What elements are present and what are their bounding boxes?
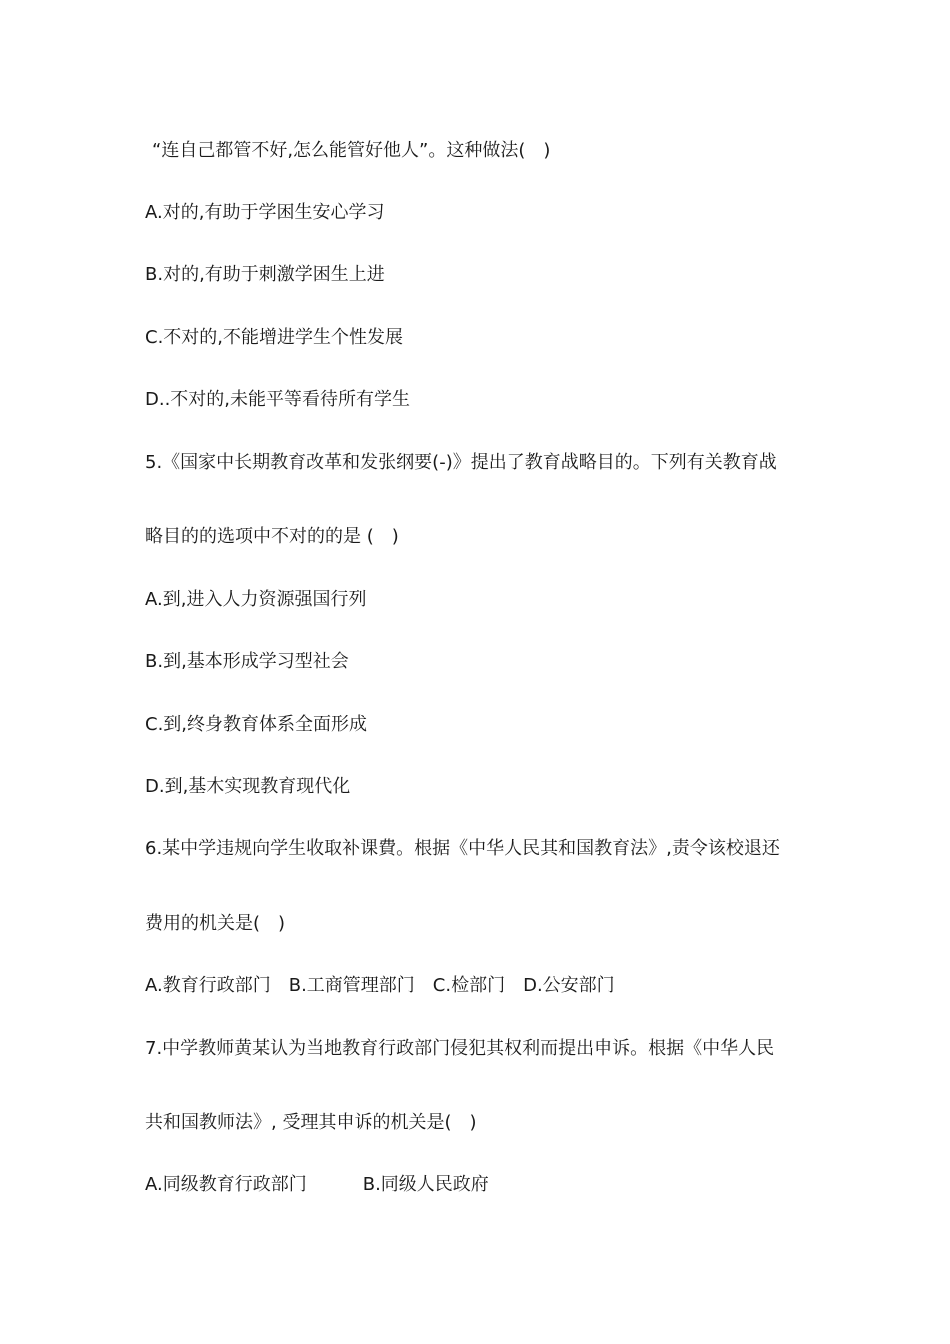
- question-6-option-c: C.检部门: [432, 975, 506, 996]
- question-6-options: [145, 974, 615, 998]
- question-4-option-d: D..不对的,未能平等看待所有学生: [145, 389, 411, 410]
- question-5-stem-cont: 略目的的选项中不对的的是 ( ): [145, 526, 399, 547]
- question-5-option-d: D.到,基木实现教育现代化: [145, 776, 351, 797]
- question-7-stem-cont: 共和国教师法》, 受理其申诉的机关是( ): [145, 1112, 477, 1133]
- question-7-options: [145, 1173, 489, 1197]
- question-7-option-b: B.同级人民政府: [362, 1174, 489, 1195]
- question-6-option-b: B.工商管理部门: [288, 975, 415, 996]
- question-5-stem: 5.《国家中长期教育改革和发张纲要(-)》提出了教育战略目的。下列有关教育战: [145, 452, 777, 473]
- question-7-stem: 7.中学教师黄某认为当地教育行政部门侵犯其权利而提出申诉。根据《中华人民: [145, 1038, 775, 1059]
- question-4-stem-end: “连自己都管不好,怎么能管好他人”。这种做法( ): [152, 140, 551, 161]
- question-6-option-a: A.教育行政部门: [145, 975, 271, 996]
- question-7-option-a: A.同级教育行政部门: [145, 1174, 307, 1195]
- question-5-option-c: C.到,终身教育体系全面形成: [145, 714, 368, 735]
- question-4-option-b: B.对的,有助于刺激学困生上进: [145, 264, 385, 285]
- question-4-option-c: C.不对的,不能增进学生个性发展: [145, 327, 404, 348]
- question-6-stem: 6.某中学违规向学生收取补课費。根据《中华人民其和国教育法》,责令该校退还: [145, 838, 780, 859]
- question-5-option-b: B.到,基本形成学习型社会: [145, 651, 349, 672]
- question-6-option-d: D.公安部门: [523, 975, 615, 996]
- question-6-stem-cont: 费用的机关是( ): [145, 913, 286, 934]
- question-5-option-a: A.到,进入人力资源强国行列: [145, 589, 367, 610]
- question-4-option-a: A.对的,有助于学困生安心学习: [145, 202, 385, 223]
